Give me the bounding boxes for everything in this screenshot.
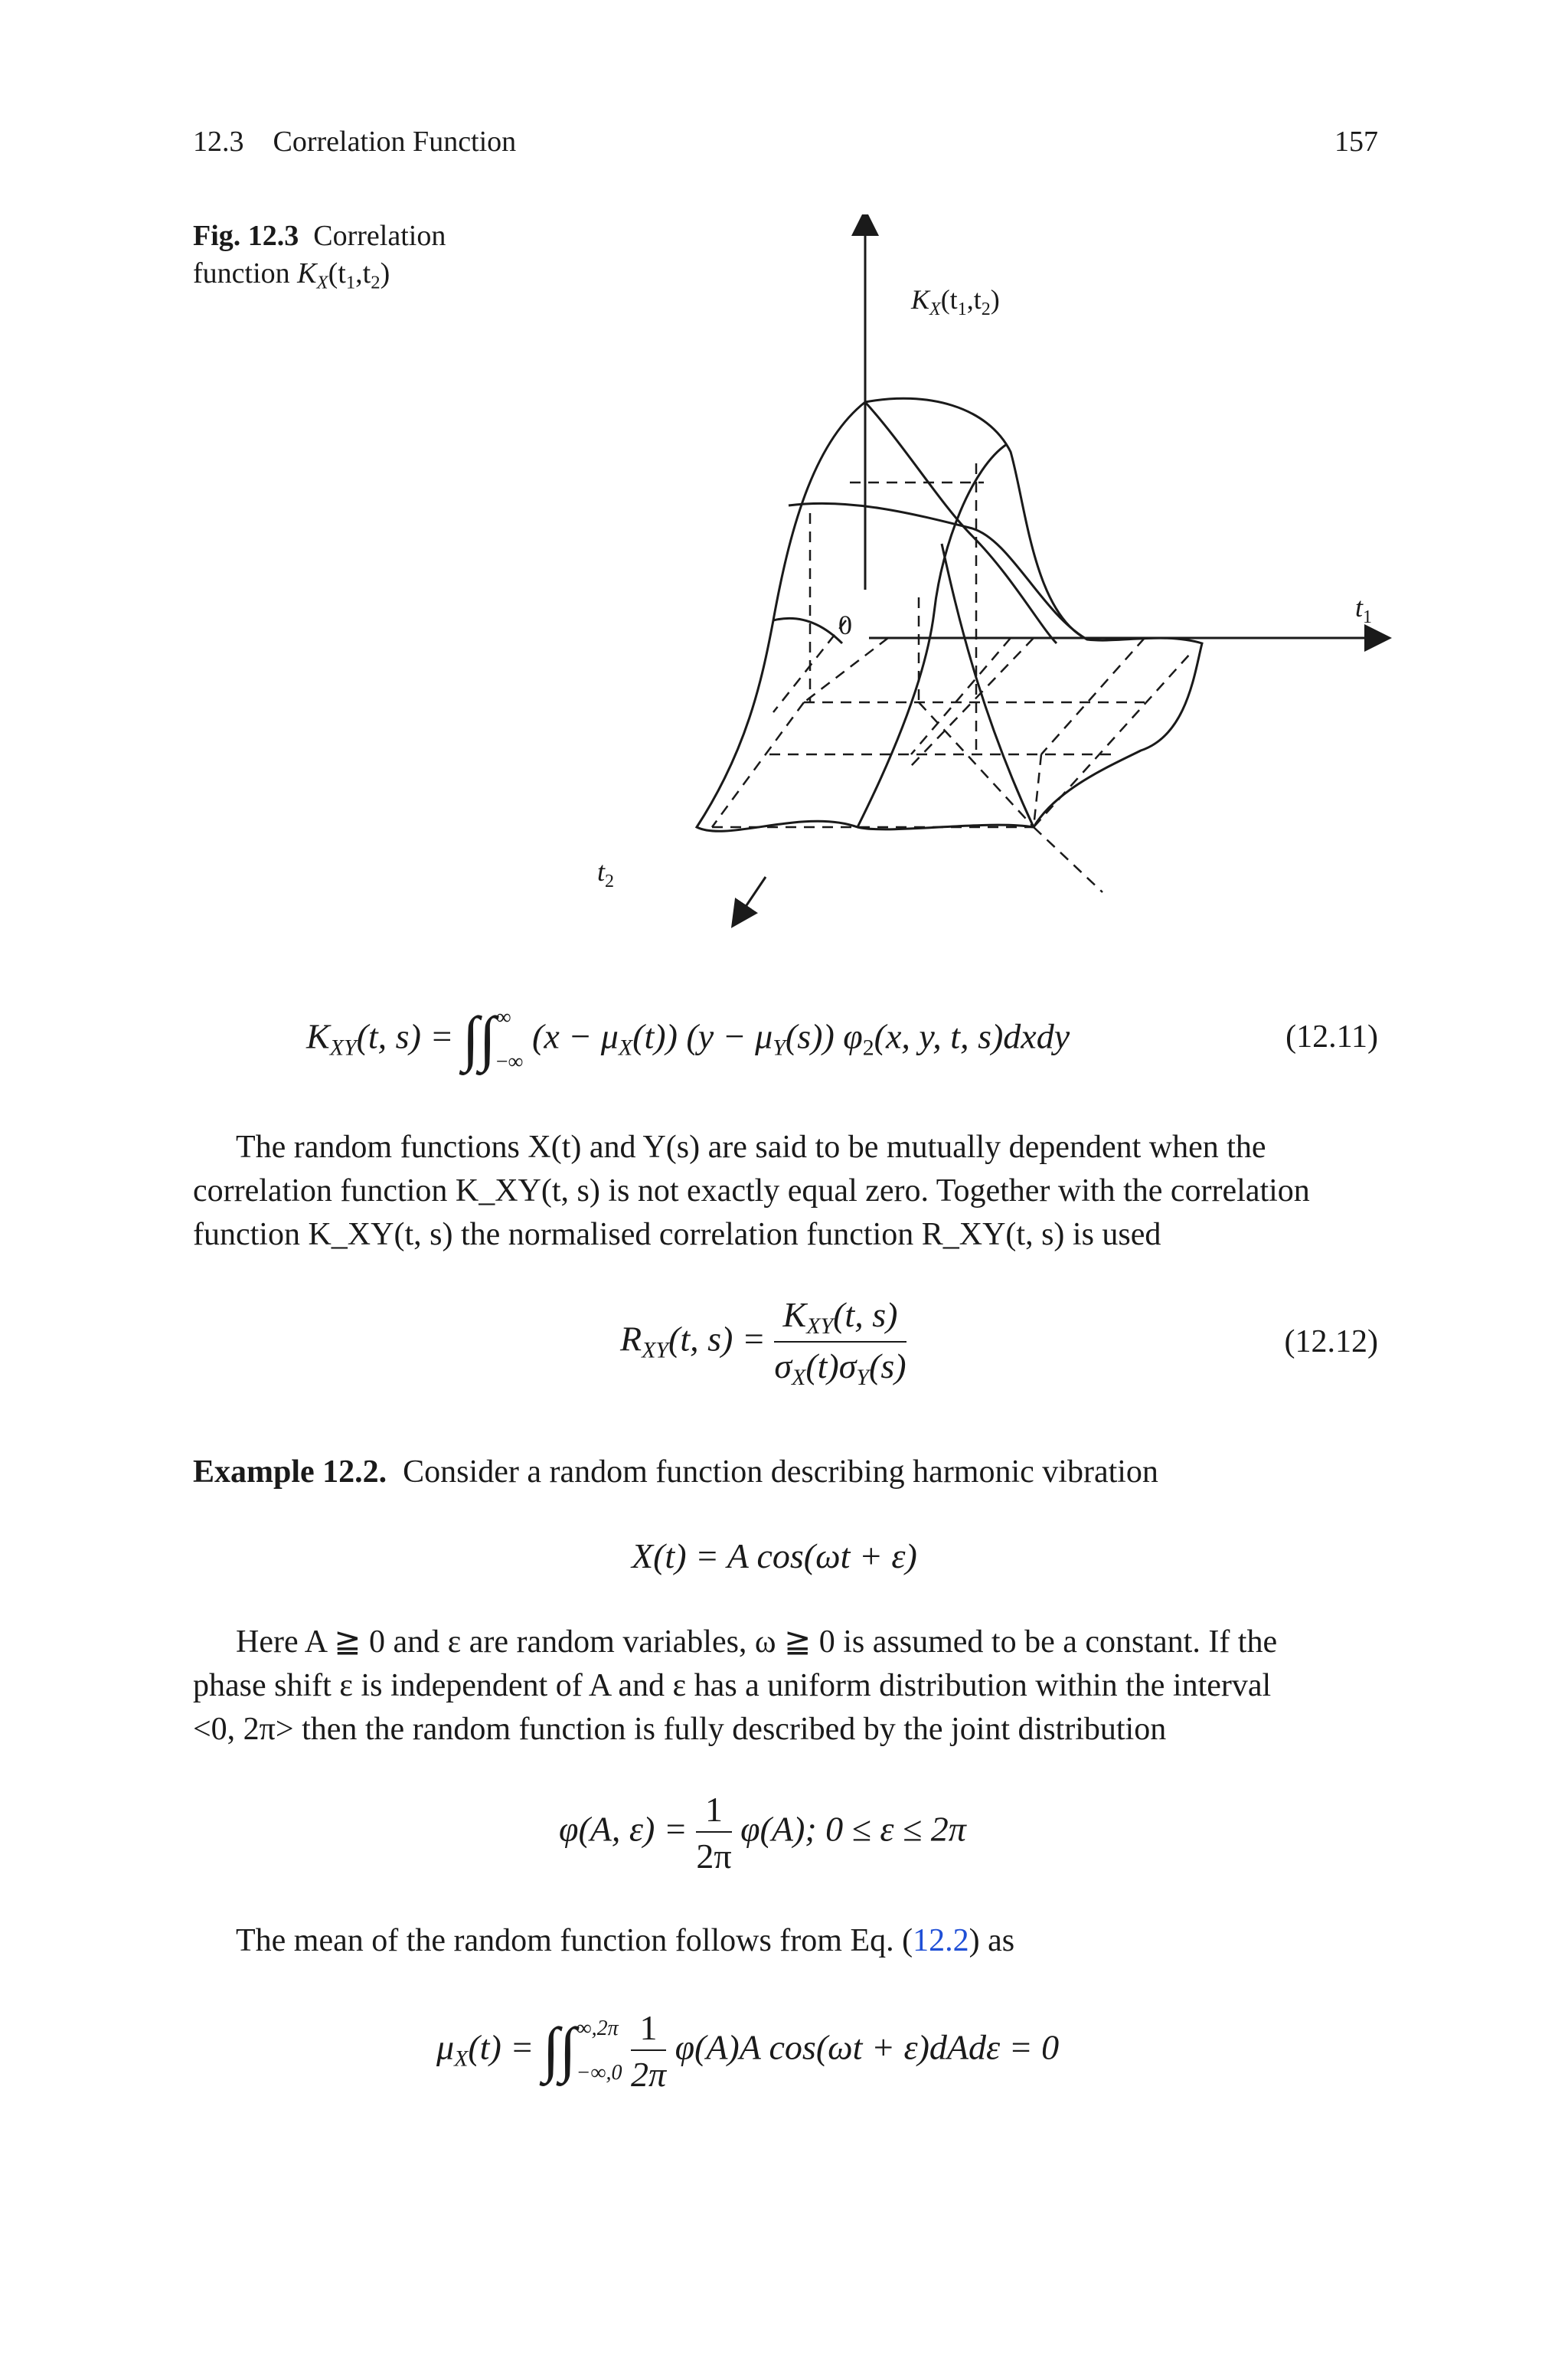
correlation-surface-diagram [582, 214, 1393, 942]
equation-number-12-12: (12.12) [1284, 1324, 1378, 1359]
paragraph2-line2: phase shift ε is independent of A and ε has a uniform distribution within the interval [193, 1668, 1272, 1703]
fraction-mean: $\frac{1}{2\pi}$ [631, 2008, 667, 2094]
caption-line1: Correlation [313, 220, 446, 252]
paragraph-mean [193, 1919, 1378, 1963]
equation-number-12-11: (12.11) [1285, 1019, 1378, 1055]
caption-line2-prefix: function [193, 257, 298, 289]
figure-caption [193, 218, 446, 301]
t1-axis-label: $t_1$ [1355, 592, 1373, 627]
equation-mean: $\mu_X(t)$ = ∫∫ ∞,2π −∞,0 $\frac{1}{2\pi}$ φ(A)A cos(ωt + ε)dAdε = 0 [436, 2008, 1060, 2094]
paragraph2-line3: <0, 2π> then the random function is fully described by the joint distribution [193, 1712, 1167, 1747]
paragraph-random-variables [193, 1621, 1378, 1752]
example-text: Consider a random function describing harmonic vibration [403, 1454, 1158, 1490]
integral-limits: ∞ −∞ [495, 1006, 524, 1074]
origin-label: 0 [838, 610, 852, 640]
paragraph-mutual-dependence [193, 1126, 1378, 1257]
figure-label: Fig. 12.3 [193, 220, 299, 252]
paragraph1-line2: correlation function K_XY(t, s) is not exactly equal zero. Together with the correlation [193, 1173, 1310, 1209]
equation-12-12: $R_{XY}(t$, s) = $\frac{K_{XY}(t, s)}{\sigma_X(t)\sigma_Y(s)}$ [620, 1295, 906, 1390]
integral-limits-mean: ∞,2π −∞,0 [576, 2017, 622, 2085]
double-integral-sign: ∫∫ [462, 1005, 496, 1073]
equation-reference-link[interactable]: 12.2 [913, 1923, 969, 1958]
surface-ridge-4 [942, 544, 1034, 827]
paragraph1-line1: The random functions X(t) and Y(s) are said to be mutually dependent when the [236, 1130, 1266, 1165]
t2-axis [739, 877, 766, 917]
paragraph1-line3: function K_XY(t, s) the normalised correlation function R_XY(t, s) is used [193, 1217, 1161, 1252]
surface-ridge-3 [858, 444, 1007, 827]
example-12-2 [193, 1451, 1378, 1494]
example-label: Example 12.2. [193, 1454, 387, 1490]
equation-12-11: $K_{XY}(t$, s) = ∫∫ ∞ −∞ $(x - \mu_X(t))$ $(y - \mu_Y(s))$ $\varphi_2(x$, y, t, s)dxdy [306, 996, 1070, 1084]
equation-joint-distribution: φ(A, ε) = $\frac{1}{2\pi}$ φ(A); 0 ≤ ε ≤ 2π [559, 1790, 966, 1876]
surface-outline [697, 398, 1202, 831]
running-head: 12.3 Correlation Function [193, 126, 517, 158]
paragraph3-post: ) as [969, 1923, 1015, 1958]
equation-harmonic: X(t) = A cos(ωt + ε) [632, 1536, 917, 1575]
base-grid [712, 406, 1191, 892]
paragraph2-line1: Here A ≧ 0 and ε are random variables, ω ≧ 0 is assumed to be a constant. If the [236, 1624, 1278, 1660]
z-axis-label: $K_X(t_1,t_2)$ [911, 284, 1000, 319]
surface-ridge-1 [865, 402, 1057, 643]
correlation-function-figure [582, 214, 1393, 942]
caption-math: $K_X(t_1,t_2)$ [297, 257, 390, 293]
surface-ridge-2 [789, 503, 1087, 639]
page-number: 157 [1334, 126, 1378, 158]
fraction-one-over-2pi: $\frac{1}{2\pi}$ [696, 1790, 732, 1876]
double-integral-sign-mean: ∫∫ [542, 2016, 577, 2084]
paragraph3-pre: The mean of the random function follows from Eq. ( [236, 1923, 913, 1958]
fraction-12-12: $\frac{K_{XY}(t, s)}{\sigma_X(t)\sigma_Y(s)}$ [774, 1295, 906, 1390]
t2-axis-label: $t_2$ [597, 856, 615, 891]
